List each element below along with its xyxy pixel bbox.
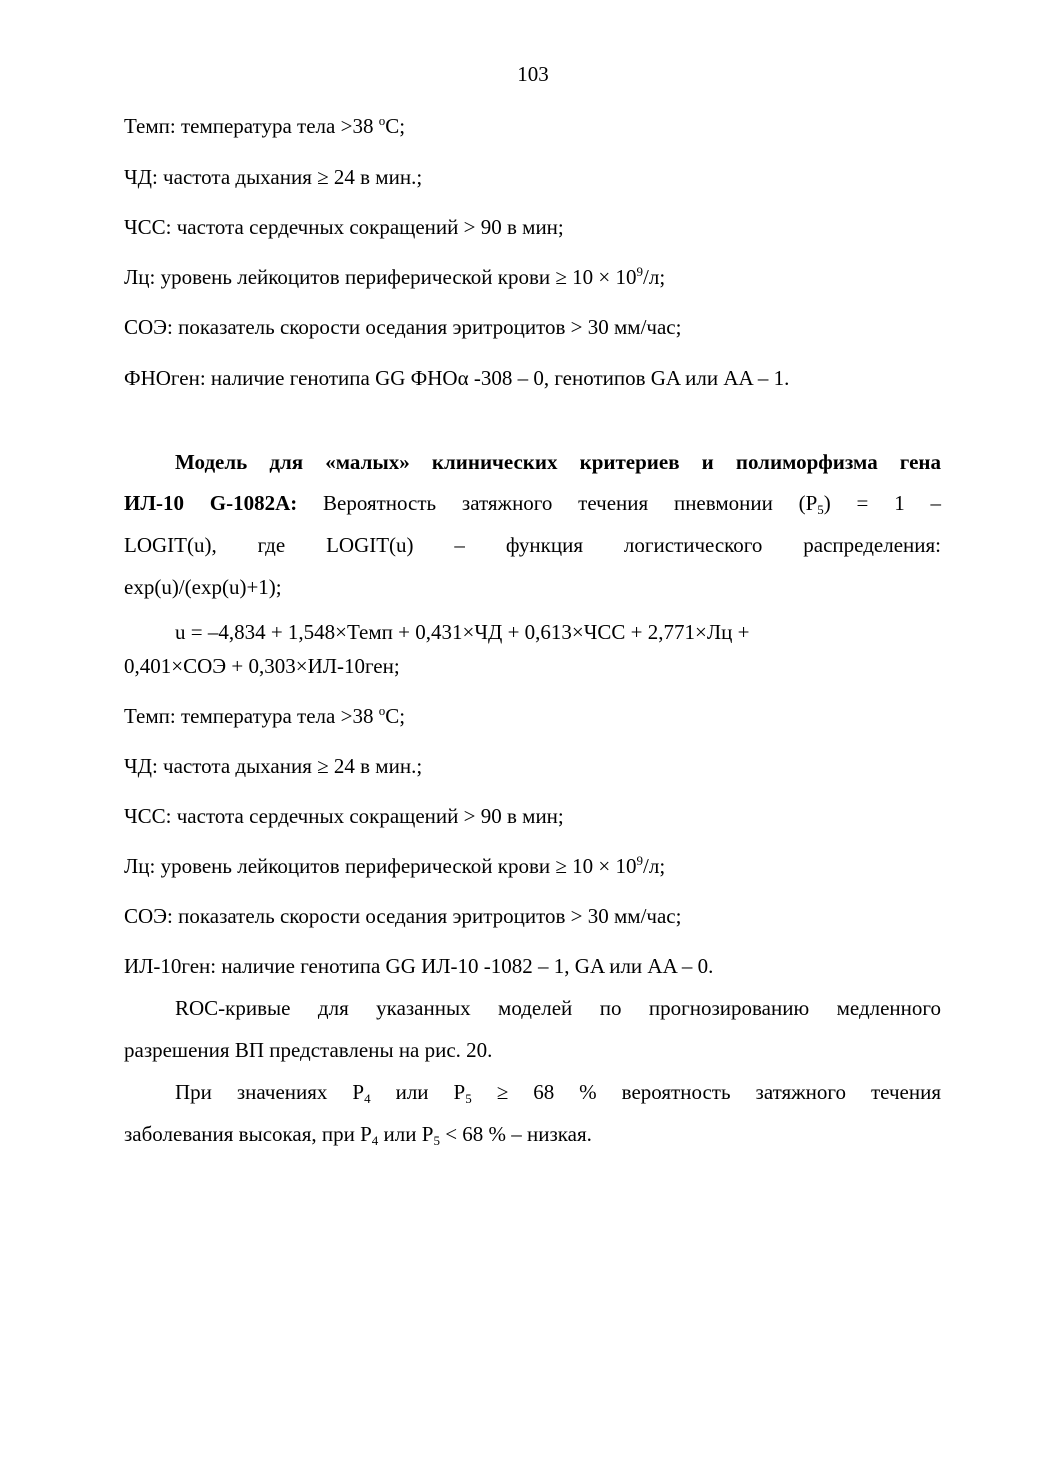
fno-gene-definition: ФНОген: наличие генотипа GG ФНОα -308 – 0, генотипов GA или AA – 1. (124, 366, 790, 390)
temp-definition-1: Темп: температура тела >38 $^о$С; (124, 113, 406, 138)
conclusion-line-2: заболевания высокая, при $P_4$ или $P_5 < 68$ % – низкая. (124, 1122, 592, 1148)
page-number: 103 (517, 62, 549, 86)
chd-definition-2: ЧД: частота дыхания ≥ 24 в мин.; (124, 754, 423, 778)
formula-line-1: u = –4,834 + 1,548×Темп + 0,431×ЧД + 0,613×ЧСС + 2,771×Лц + (175, 620, 750, 644)
temp-definition-2: Темп: температура тела >38 $^о$С; (124, 703, 406, 728)
chd-definition-1: ЧД: частота дыхания ≥ 24 в мин.; (124, 165, 423, 189)
lc-definition-2: Лц: уровень лейкоцитов периферической крови ≥ $10 \times 10^9/л$; (124, 853, 666, 878)
model-heading-line-1: Модель для «малых» клинических критериев и полиморфизма гена (175, 450, 941, 474)
formula-line-2: 0,401×СОЭ + 0,303×ИЛ-10ген; (124, 654, 400, 678)
model-text-line-3: LOGIT(u), где LOGIT(u) – функция логистического распределения: (124, 533, 941, 557)
soe-definition-1: СОЭ: показатель скорости оседания эритроцитов > 30 мм/час; (124, 315, 682, 339)
soe-definition-2: СОЭ: показатель скорости оседания эритроцитов > 30 мм/час; (124, 904, 682, 928)
roc-text-line-2: разрешения ВП представлены на рис. 20. (124, 1038, 493, 1062)
lc-definition-1: Лц: уровень лейкоцитов периферической крови ≥ $10 \times 10^9/л$; (124, 264, 666, 289)
model-text-line-4: exp(u)/(exp(u)+1); (124, 575, 282, 599)
model-heading-line-2: ИЛ-10 G-1082A: Вероятность затяжного течения пневмонии $(P_5) = 1$ – (124, 491, 941, 517)
roc-text-line-1: ROC-кривые для указанных моделей по прогнозированию медленного (175, 996, 941, 1020)
chss-definition-2: ЧСС: частота сердечных сокращений > 90 в мин; (124, 804, 564, 828)
conclusion-line-1: При значениях $P_4$ или $P_5 \ge 68$ % вероятность затяжного течения (175, 1080, 941, 1106)
il10-gene-definition: ИЛ-10ген: наличие генотипа GG ИЛ-10 -1082 – 1, GA или AA – 0. (124, 954, 714, 978)
chss-definition-1: ЧСС: частота сердечных сокращений > 90 в мин; (124, 215, 564, 239)
